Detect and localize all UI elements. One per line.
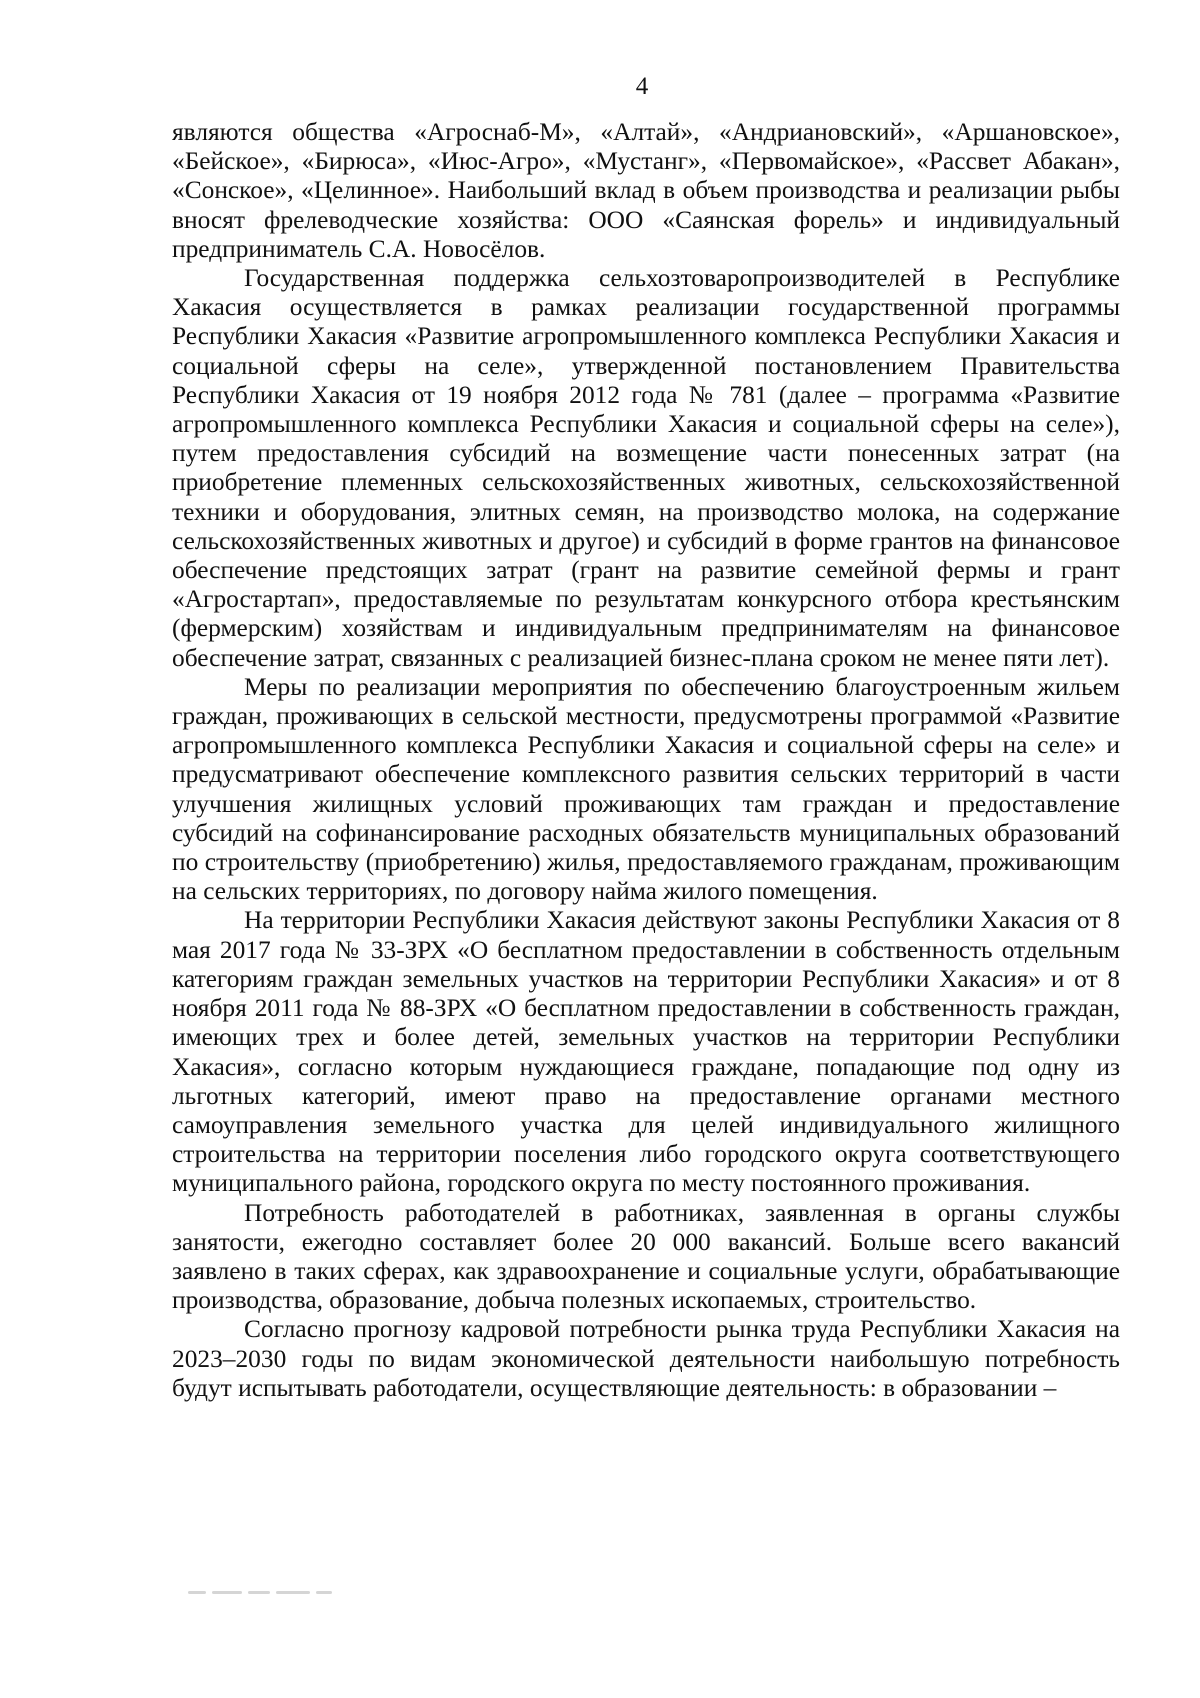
page-number: 4 bbox=[635, 73, 649, 100]
document-body bbox=[172, 118, 1120, 1403]
paragraph-state-support: Государственная поддержка сельхозтоваропроизводителей в Республике Хакасия осуществляется в рамках реализации государственной программы Республики Хакасия «Развитие агропромышленного комплекса Республики Хакасия и социальной сферы на селе», утвержденной постановлением Правительства Республики Хакасия от 19 ноября 2012 года № 781 (далее – программа «Развитие агропромышленного комплекса Республики Хакасия и социальной сферы на селе»), путем предоставления субсидий на возмещение части понесенных затрат (на приобретение племенных сельскохозяйственных животных, сельскохозяйственной техники и оборудования, элитных семян, на производство молока, на содержание сельскохозяйственных животных и другое) и субсидий в форме грантов на финансовое обеспечение предстоящих затрат (грант на развитие семейной фермы и грант «Агростартап», предоставляемые по результатам конкурсного отбора крестьянским (фермерским) хозяйствам и индивидуальным предпринимателям на финансовое обеспечение затрат, связанных с реализацией бизнес-плана сроком не менее пяти лет). bbox=[172, 264, 1120, 672]
paragraph-housing-measures: Меры по реализации мероприятия по обеспечению благоустроенным жильем граждан, проживающих в сельской местности, предусмотрены программой «Развитие агропромышленного комплекса Республики Хакасия и социальной сферы на селе» и предусматривают обеспечение комплексного развития сельских территорий в части улучшения жилищных условий проживающих там граждан и предоставление субсидий на софинансирование расходных обязательств муниципальных образований по строительству (приобретению) жилья, предоставляемого гражданам, проживающим на сельских территориях, по договору найма жилого помещения. bbox=[172, 672, 1120, 906]
scan-smudge bbox=[188, 1585, 338, 1601]
paragraph-producers: являются общества «Агроснаб-М», «Алтай», «Андриановский», «Аршановское», «Бейское», «Бирюса», «Июс-Агро», «Мустанг», «Первомайское», «Рассвет Абакан», «Сонское», «Целинное». Наибольший вклад в объем производства и реализации рыбы вносят фрелеводческие хозяйства: ООО «Саянская форель» и индивидуальный предприниматель С.А. Новосёлов. bbox=[172, 118, 1120, 263]
paragraph-employer-demand: Потребность работодателей в работниках, заявленная в органы службы занятости, ежегодно составляет более 20 000 вакансий. Больше всего вакансий заявлено в таких сферах, как здравоохранение и социальные услуги, обрабатывающие производства, образование, добыча полезных ископаемых, строительство. bbox=[172, 1198, 1120, 1315]
paragraph-land-laws: На территории Республики Хакасия действуют законы Республики Хакасия от 8 мая 2017 года № 33-ЗРХ «О бесплатном предоставлении в собственность отдельным категориям граждан земельных участков на территории Республики Хакасия» и от 8 ноября 2011 года № 88-ЗРХ «О бесплатном предоставлении в собственность граждан, имеющих трех и более детей, земельных участков на территории Республики Хакасия», согласно которым нуждающиеся граждане, попадающие под одну из льготных категорий, имеют право на предоставление органами местного самоуправления земельного участка для целей индивидуального жилищного строительства на территории поселения либо городского округа соответствующего муниципального района, городского округа по месту постоянного проживания. bbox=[172, 906, 1120, 1198]
paragraph-labor-forecast: Согласно прогнозу кадровой потребности рынка труда Республики Хакасия на 2023–2030 годы по видам экономической деятельности наибольшую потребность будут испытывать работодатели, осуществляющие деятельность: в образовании – bbox=[172, 1315, 1120, 1402]
